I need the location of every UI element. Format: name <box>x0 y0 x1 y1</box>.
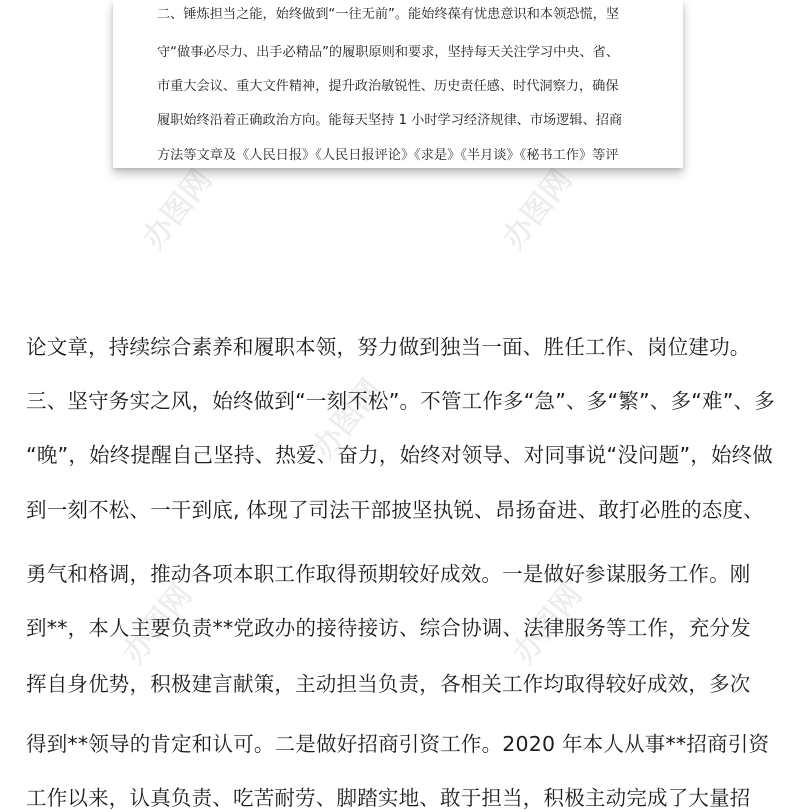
watermark-text: 办图网 <box>506 577 590 671</box>
preview-line: 方法等文章及《人民日报》《人民日报评论》《求是》《半月谈》《秘书工作》等评 <box>157 148 619 163</box>
preview-line: 守“做事必尽力、出手必精品”的履职原则和要求，坚持每天关注学习中央、省、 <box>157 45 620 60</box>
paragraph-line: “晚”，始终提醒自己坚持、热爱、奋力，始终对领导、对同事说“没问题”，始终做 <box>26 443 774 467</box>
watermark <box>130 158 220 256</box>
watermark <box>490 158 580 256</box>
watermark-text: 办图网 <box>136 162 220 256</box>
document-preview-card <box>113 0 683 168</box>
watermark-text: 办图网 <box>116 577 200 671</box>
paragraph-line: 到一刻不松、一干到底, 体现了司法干部披坚执锐、昂扬奋进、敢打必胜的态度、 <box>26 498 764 522</box>
preview-line: 市重大会议、重大文件精神，提升政治敏锐性、历史责任感、时代洞察力，确保 <box>157 79 619 94</box>
paragraph-line: 工作以来，认真负责、吃苦耐劳、脚踏实地、敢于担当，积极主动完成了大量招 <box>26 786 751 810</box>
paragraph-line: 到**，本人主要负责**党政办的接待接访、综合协调、法律服务等工作，充分发 <box>26 616 751 640</box>
watermark-text: 办图网 <box>496 162 580 256</box>
paragraph-line: 勇气和格调，推动各项本职工作取得预期较好成效。一是做好参谋服务工作。刚 <box>26 562 751 586</box>
watermark-text: 办图网 <box>306 372 390 466</box>
paragraph-line: 得到**领导的肯定和认可。二是做好招商引资工作。2020 年本人从事**招商引资 <box>26 732 770 756</box>
paragraph-line: 论文章，持续综合素养和履职本领，努力做到独当一面、胜任工作、岗位建功。 <box>26 335 751 359</box>
preview-line: 履职始终沿着正确政治方向。能每天坚持 1 小时学习经济规律、市场逻辑、招商 <box>157 113 623 128</box>
paragraph-line: 挥自身优势，积极建言献策，主动担当负责，各相关工作均取得较好成效，多次 <box>26 672 751 696</box>
paragraph-line: 三、坚守务实之风，始终做到“一刻不松”。不管工作多“急”、多“繁”、多“难”、多 <box>26 389 775 413</box>
preview-line: 二、锤炼担当之能，始终做到“一往无前”。能始终葆有忧患意识和本领恐慌，坚 <box>157 7 620 22</box>
